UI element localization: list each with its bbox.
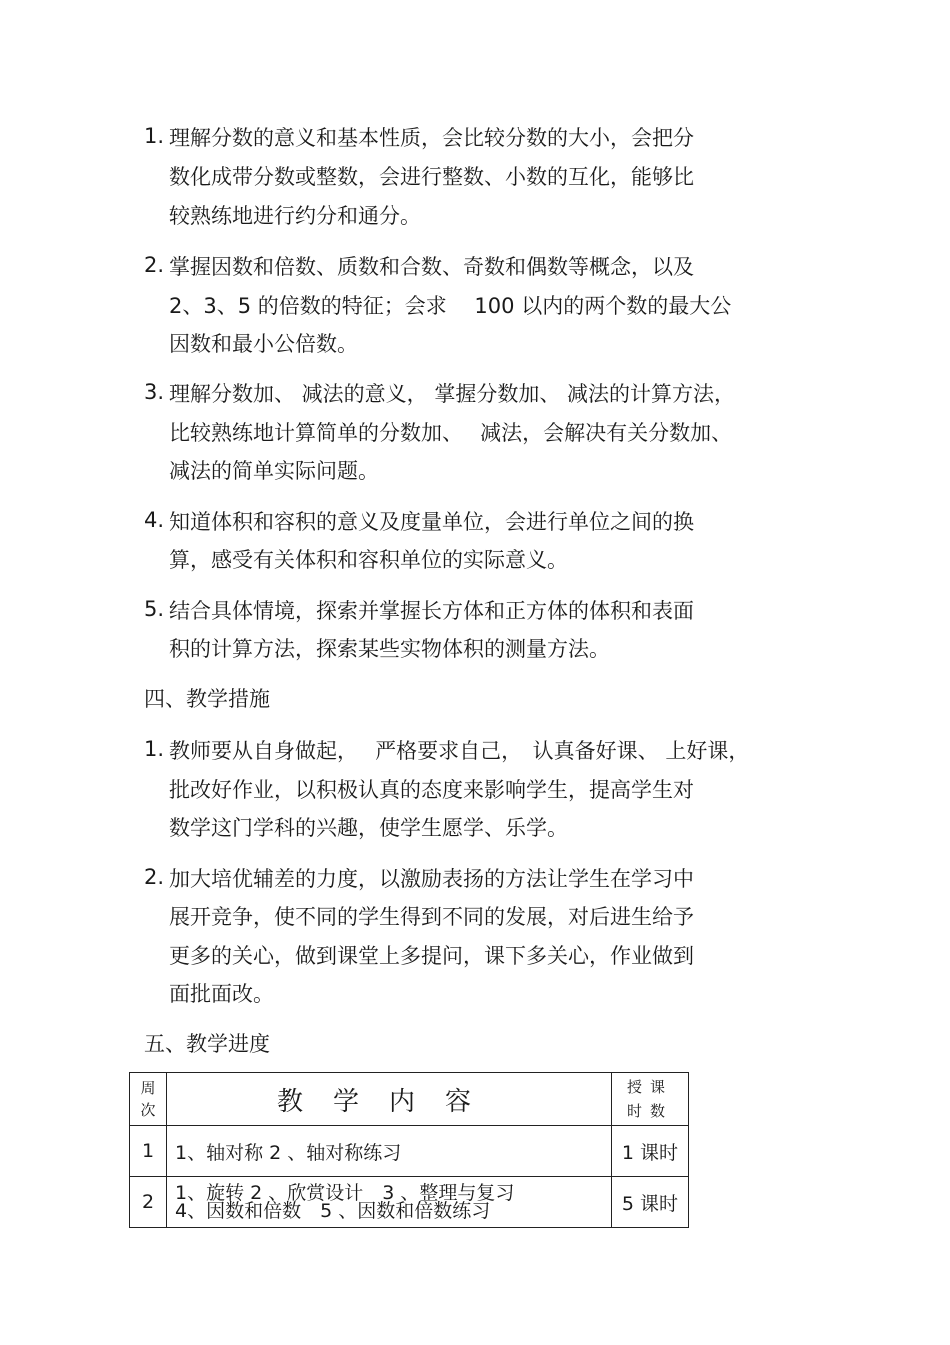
row-content (167, 1177, 612, 1228)
header-hours-line: 授课 (626, 1078, 673, 1096)
goal-text-line: 理解分数的意义和基本性质，会比较分数的大小，会把分 (169, 126, 694, 150)
row-content: 1、轴对称 2 、轴对称练习 (167, 1126, 612, 1177)
measure-text-line: 更多的关心，做到课堂上多提问，课下多关心，作业做到 (169, 944, 694, 968)
row-week: 1 (130, 1126, 167, 1177)
goal-number: 2. (144, 253, 165, 277)
goal-number: 5. (144, 597, 165, 621)
header-week-line: 次 (140, 1101, 156, 1119)
table-header-row (130, 1073, 689, 1126)
goal-text-line: 减法的简单实际问题。 (169, 459, 379, 483)
goal-text-line: 2、3、5 的倍数的特征；会求 100 以内的两个数的最大公 (169, 294, 732, 318)
measure-text-line: 批改好作业，以积极认真的态度来影响学生，提高学生对 (169, 778, 694, 802)
row-hours: 5 课时 (612, 1177, 689, 1228)
goal-text-line: 理解分数加、 减法的意义， 掌握分数加、 减法的计算方法， (169, 382, 736, 406)
section-heading-measures: 四、教学措施 (144, 687, 270, 711)
measure-text-line: 教师要从自身做起， 严格要求自己， 认真备好课、 上好课， (169, 739, 750, 763)
measure-text-line: 加大培优辅差的力度，以激励表扬的方法让学生在学习中 (169, 867, 694, 891)
goal-text-line: 掌握因数和倍数、质数和合数、奇数和偶数等概念，以及 (169, 255, 694, 279)
goal-text-line: 比较熟练地计算简单的分数加、 减法，会解决有关分数加、 (169, 421, 733, 445)
row-week: 2 (130, 1177, 167, 1228)
row-content-line: 1、旋转 2 、欣赏设计 3 、整理与复习 (175, 1182, 515, 1204)
measure-text-line: 面批面改。 (169, 982, 274, 1006)
goal-text-line: 数化成带分数或整数，会进行整数、小数的互化，能够比 (169, 165, 694, 189)
table-row (130, 1126, 689, 1177)
row-hours: 1 课时 (612, 1126, 689, 1177)
header-hours-line: 时数 (626, 1102, 673, 1120)
goal-number: 1. (144, 124, 165, 148)
table-row (130, 1177, 689, 1228)
measure-text-line: 数学这门学科的兴趣，使学生愿学、乐学。 (169, 816, 568, 840)
header-hours (612, 1073, 689, 1126)
goal-number: 3. (144, 380, 165, 404)
row-content-line: 4、因数和倍数 5 、因数和倍数练习 (175, 1200, 491, 1222)
measure-text-line: 展开竞争，使不同的学生得到不同的发展，对后进生给予 (169, 905, 694, 929)
goal-text-line: 较熟练地进行约分和通分。 (169, 204, 421, 228)
goal-number: 4. (144, 508, 165, 532)
goal-text-line: 知道体积和容积的意义及度量单位，会进行单位之间的换 (169, 510, 694, 534)
header-week-line: 周 (140, 1079, 156, 1097)
goal-text-line: 积的计算方法，探索某些实物体积的测量方法。 (169, 637, 610, 661)
goal-text-line: 因数和最小公倍数。 (169, 332, 358, 356)
measure-number: 1. (144, 737, 165, 761)
goal-text-line: 算，感受有关体积和容积单位的实际意义。 (169, 548, 568, 572)
header-content: 教学内容 (167, 1073, 612, 1126)
header-week (130, 1073, 167, 1126)
section-heading-schedule: 五、教学进度 (144, 1032, 270, 1056)
goal-text-line: 结合具体情境，探索并掌握长方体和正方体的体积和表面 (169, 599, 694, 623)
schedule-table (129, 1072, 689, 1228)
measure-number: 2. (144, 865, 165, 889)
